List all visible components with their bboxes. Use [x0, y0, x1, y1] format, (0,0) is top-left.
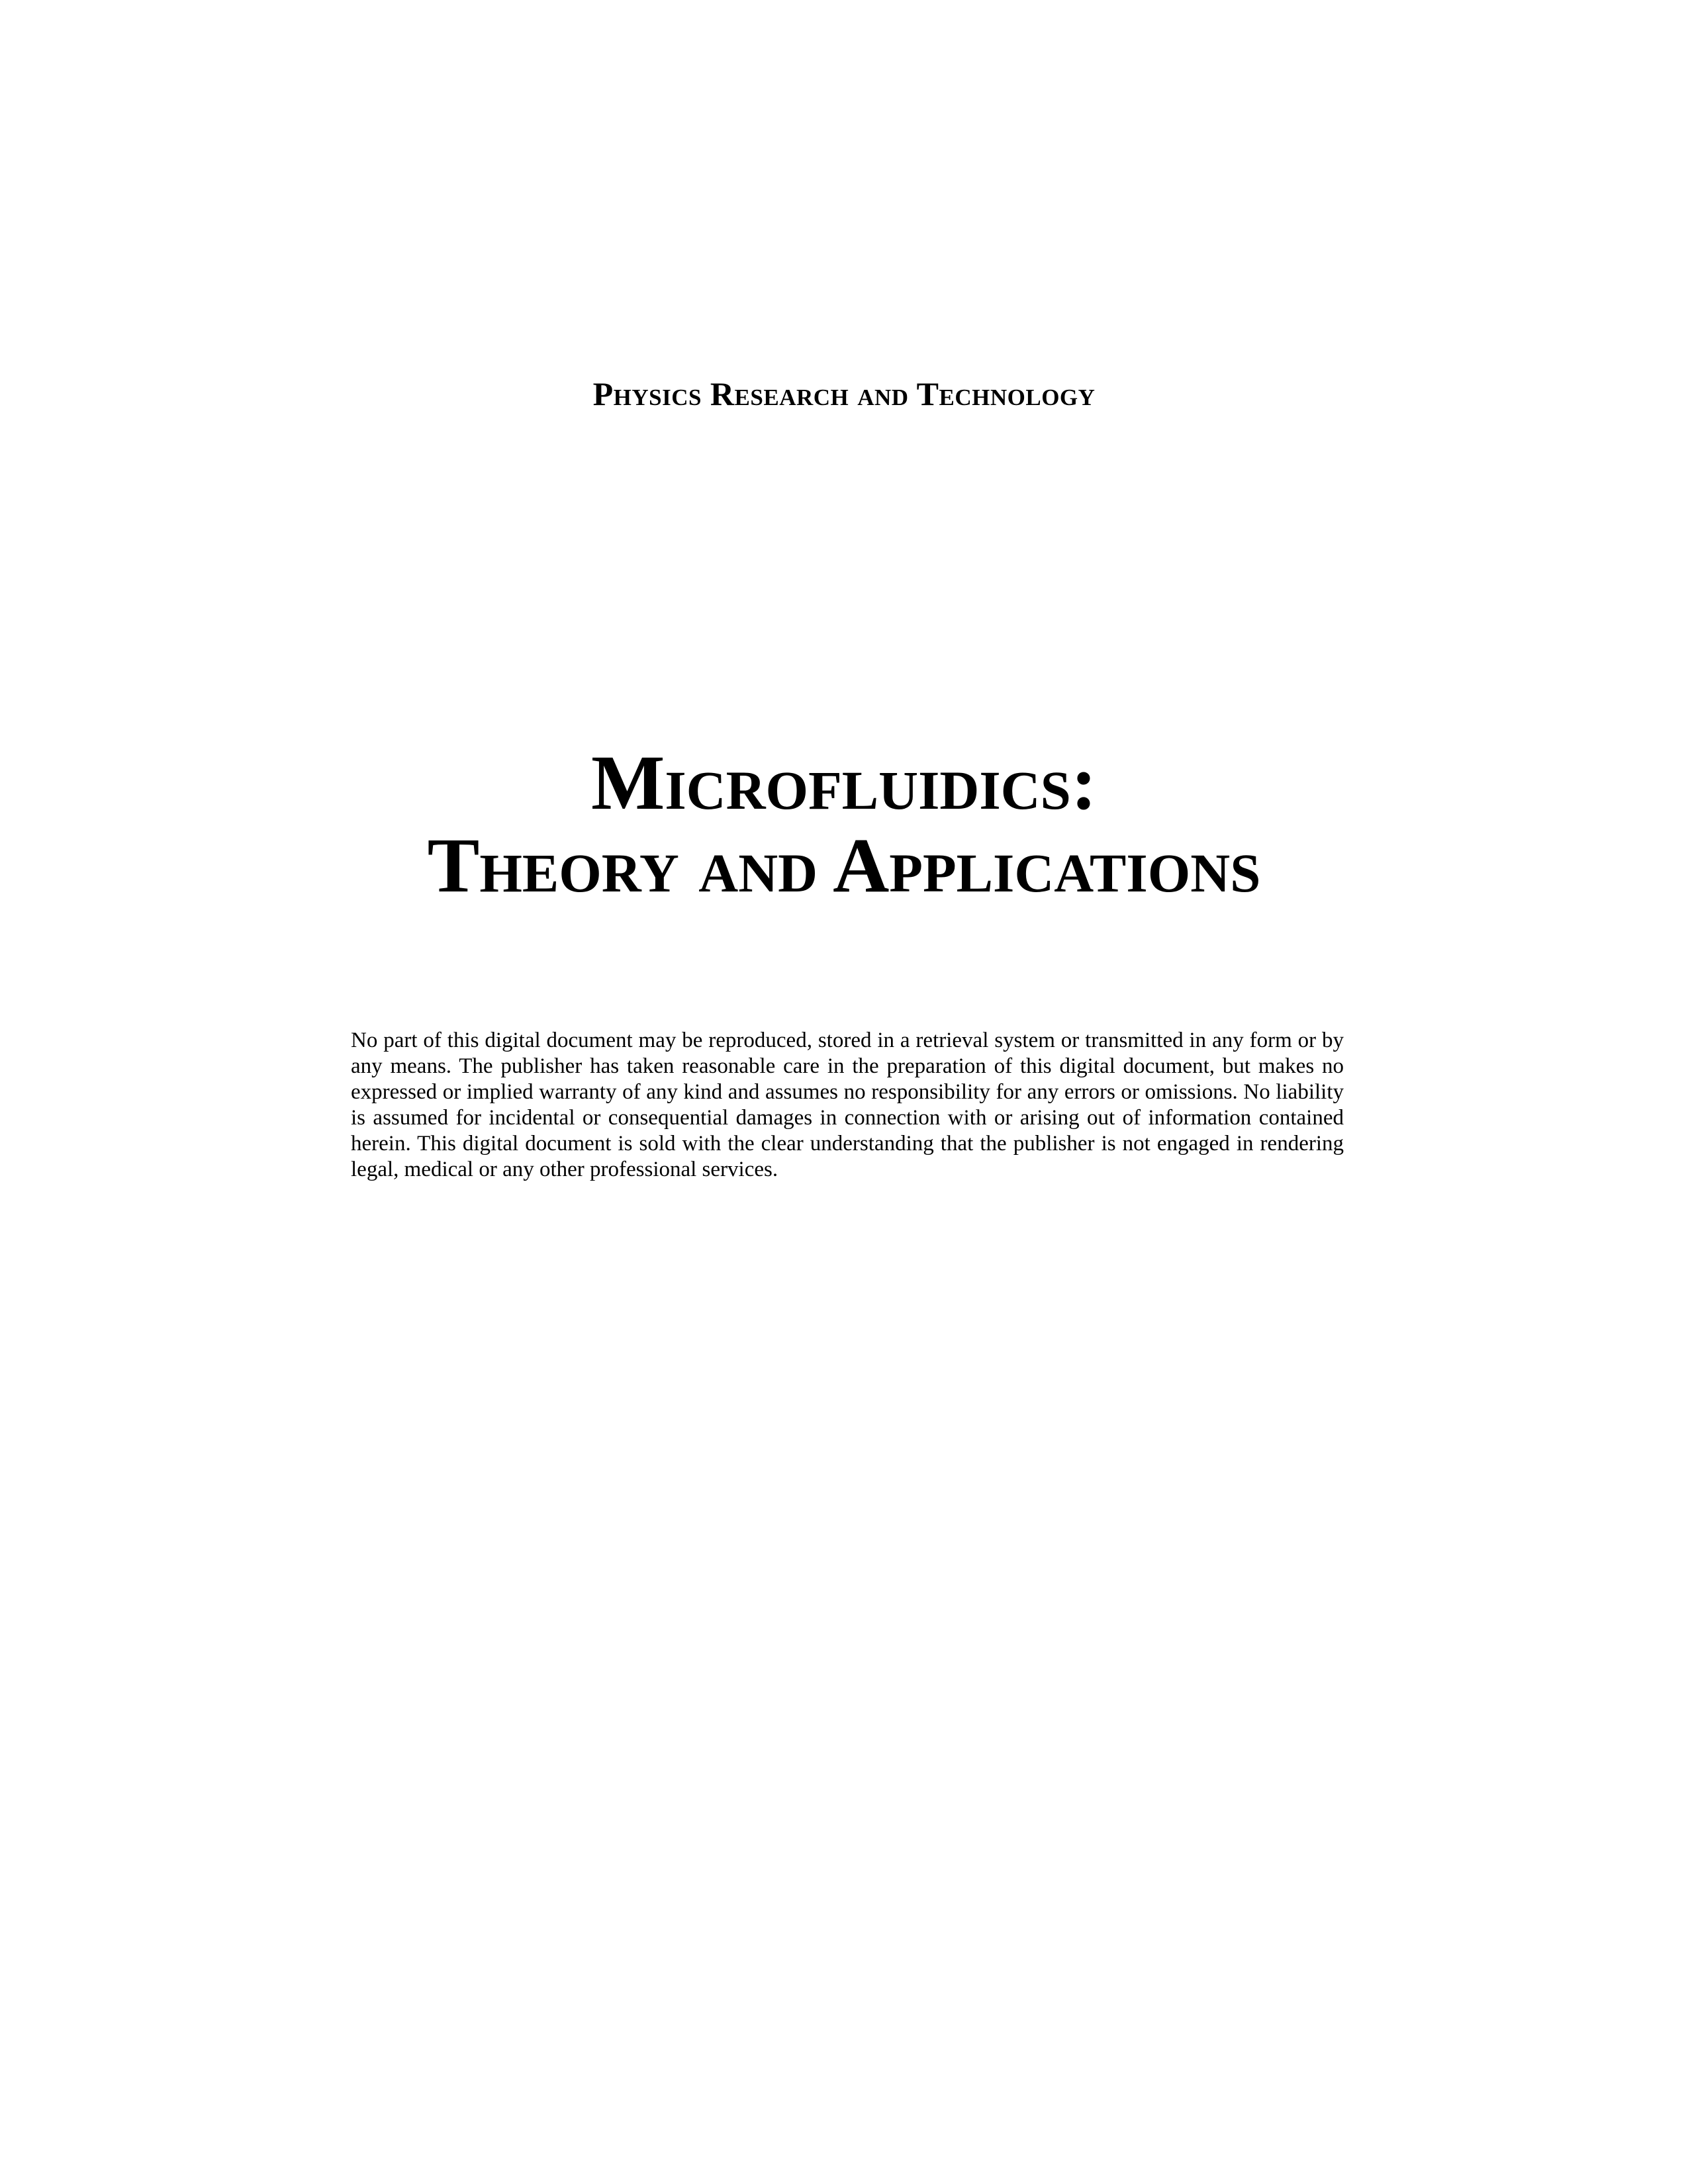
disclaimer-paragraph: No part of this digital document may be reproduced, stored in a retrieval system or transmitted in any form or by any means. The publisher has taken reasonable care in the preparation of this digital document, but makes no expressed or implied warranty of any kind and assumes no responsibility for any errors or omissions. No liability is assumed for incidental or consequential damages in connection with or arising out of information contained herein. This digital document is sold with the clear understanding that the publisher is not engaged in rendering legal, medical or any other professional services. [351, 1028, 1344, 1181]
book-title-line-1: Microfluidics: [590, 739, 1098, 826]
book-title-line-2: Theory and Applications [427, 822, 1261, 909]
book-title [0, 741, 1688, 907]
series-title: Physics Research and Technology [592, 375, 1096, 412]
